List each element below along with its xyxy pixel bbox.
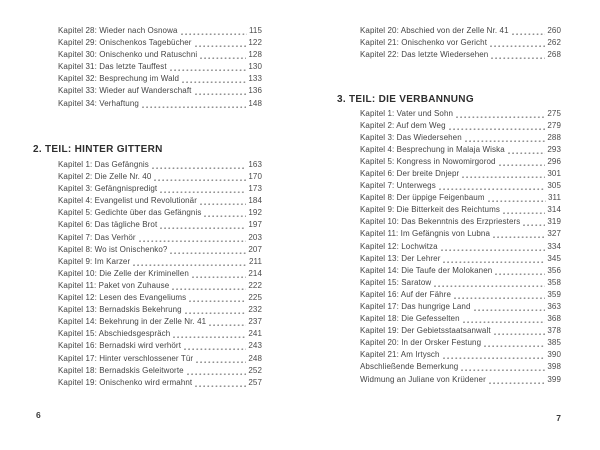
toc-entry [360, 192, 561, 204]
toc-entry [58, 159, 262, 171]
toc-entry [58, 316, 262, 328]
toc-entry-title: Kapitel 20: Abschied von der Zelle Nr. 41 [360, 26, 509, 35]
dot-leader [454, 289, 545, 301]
toc-entry-title: Kapitel 21: Onischenko vor Gericht [360, 38, 488, 48]
toc-entry [58, 171, 262, 183]
dot-leader [204, 207, 246, 219]
dot-leader [160, 219, 246, 231]
toc-entry [360, 265, 561, 277]
dot-leader [142, 98, 246, 110]
toc-entry-title: Kapitel 13: Der Lehrer [360, 253, 441, 263]
toc-entry-title: Kapitel 32: Besprechung im Wald [58, 74, 180, 84]
dot-leader [195, 85, 247, 97]
toc-entry [58, 25, 262, 37]
toc-entry [360, 156, 561, 168]
toc-entry-title: Kapitel 4: Evangelist und Revolutionär [58, 196, 197, 206]
toc-section-part2 [33, 159, 262, 389]
dot-leader [462, 168, 545, 180]
toc-entry [58, 85, 262, 97]
toc-entry-title: Kapitel 3: Gefängnispredigt [58, 184, 158, 194]
toc-entry [58, 377, 262, 389]
dot-leader [494, 325, 546, 337]
toc-entry [360, 337, 561, 349]
toc-entry-title: Kapitel 11: Im Gefängnis von Lubna [360, 229, 491, 239]
toc-entry [360, 374, 561, 386]
toc-entry [360, 132, 561, 144]
toc-entry-page: 356 [547, 265, 561, 275]
toc-entry-title: Kapitel 33: Wieder auf Wanderschaft [58, 86, 192, 96]
toc-entry-page: 359 [547, 289, 561, 299]
toc-entry [360, 108, 561, 120]
toc-entry-title: Kapitel 12: Lochwitza [360, 241, 438, 251]
dot-leader [196, 353, 246, 365]
toc-entry-title: Kapitel 16: Bernadski wird verhört [58, 341, 182, 351]
toc-entry [58, 256, 262, 268]
toc-entry-title: Kapitel 12: Lesen des Evangeliums [58, 293, 187, 303]
dot-leader [490, 37, 545, 49]
dot-leader [160, 183, 246, 195]
toc-entry-page: 358 [547, 277, 561, 287]
toc-entry-page: 184 [248, 196, 262, 206]
toc-entry-page: 319 [547, 217, 561, 227]
toc-entry-title: Kapitel 18: Bernadskis Geleitworte [58, 365, 184, 375]
toc-entry-title: Kapitel 21: Am Irtysch [360, 350, 440, 360]
toc-entry-page: 296 [547, 156, 561, 166]
toc-section-part3 [337, 108, 561, 386]
toc-entry-page: 327 [547, 229, 561, 239]
toc-entry-title: Kapitel 34: Verhaftung [58, 98, 139, 108]
toc-entry-title: Kapitel 2: Auf dem Weg [360, 120, 446, 130]
toc-entry-page: 305 [547, 181, 561, 191]
toc-entry-page: 268 [547, 50, 561, 60]
toc-entry-title: Abschließende Bemerkung [360, 362, 459, 372]
dot-leader [484, 337, 545, 349]
toc-entry-page: 241 [248, 329, 262, 339]
toc-entry-page: 390 [547, 350, 561, 360]
toc-entry-page: 398 [547, 362, 561, 372]
toc-entry-page: 207 [248, 244, 262, 254]
toc-entry-title: Widmung an Juliane von Krüdener [360, 374, 486, 384]
dot-leader [489, 374, 546, 386]
toc-entry-page: 252 [248, 365, 262, 375]
toc-entry-page: 225 [248, 293, 262, 303]
toc-section-part1-continued [33, 25, 262, 110]
toc-entry-page: 399 [547, 374, 561, 384]
toc-entry-page: 334 [547, 241, 561, 251]
toc-entry-page: 232 [248, 305, 262, 315]
toc-entry-title: Kapitel 11: Paket von Zuhause [58, 280, 170, 290]
toc-entry-page: 214 [248, 268, 262, 278]
dot-leader [434, 277, 545, 289]
toc-entry-title: Kapitel 29: Onischenkos Tagebücher [58, 38, 192, 48]
part-2-heading: 2. TEIL: HINTER GITTERN [33, 144, 163, 155]
toc-entry-title: Kapitel 20: In der Orsker Festung [360, 338, 482, 348]
toc-entry [360, 313, 561, 325]
toc-entry [360, 289, 561, 301]
toc-entry [58, 37, 262, 49]
toc-entry [360, 37, 561, 49]
toc-entry-title: Kapitel 16: Auf der Fähre [360, 289, 451, 299]
dot-leader [443, 253, 545, 265]
dot-leader [185, 304, 247, 316]
toc-entry [360, 180, 561, 192]
toc-entry-title: Kapitel 15: Abschiedsgespräch [58, 329, 171, 339]
toc-entry-title: Kapitel 6: Der breite Dnjepr [360, 168, 460, 178]
toc-entry [58, 280, 262, 292]
toc-entry [360, 253, 561, 265]
toc-entry-title: Kapitel 18: Die Gefesselten [360, 314, 460, 324]
dot-leader [187, 365, 247, 377]
dot-leader [491, 49, 545, 61]
toc-entry-title: Kapitel 15: Saratow [360, 277, 432, 287]
toc-entry-page: 243 [248, 341, 262, 351]
dot-leader [154, 171, 246, 183]
dot-leader [488, 192, 546, 204]
toc-entry-page: 363 [547, 302, 561, 311]
toc-entry-title: Kapitel 2: Die Zelle Nr. 40 [58, 172, 152, 182]
toc-entry [58, 268, 262, 280]
toc-entry-page: 237 [248, 317, 262, 327]
toc-entry [360, 301, 561, 313]
toc-entry-page: 203 [248, 232, 262, 242]
toc-entry-title: Kapitel 10: Das Bekenntnis des Erzpriesters [360, 217, 521, 227]
toc-entry-page: 385 [547, 338, 561, 348]
toc-entry [360, 277, 561, 289]
toc-entry-title: Kapitel 28: Wieder nach Osnowa [58, 26, 178, 35]
dot-leader [133, 256, 247, 268]
toc-entry-title: Kapitel 13: Bernadskis Bekehrung [58, 305, 182, 315]
toc-entry-title: Kapitel 1: Vater und Sohn [360, 108, 454, 118]
toc-entry-title: Kapitel 7: Das Verhör [58, 232, 136, 242]
toc-entry-title: Kapitel 5: Kongress in Nowomirgorod [360, 156, 496, 166]
part-3-heading: 3. TEIL: DIE VERBANNUNG [337, 94, 474, 105]
toc-entry [360, 168, 561, 180]
dot-leader [465, 132, 546, 144]
toc-entry [58, 292, 262, 304]
toc-entry-title: Kapitel 4: Besprechung in Malaja Wiska [360, 144, 505, 154]
toc-entry-title: Kapitel 3: Das Wiedersehen [360, 132, 462, 142]
toc-entry-page: 222 [248, 280, 262, 290]
toc-entry [58, 232, 262, 244]
dot-leader [499, 156, 546, 168]
dot-leader [443, 349, 546, 361]
toc-entry-page: 148 [248, 98, 262, 108]
dot-leader [449, 120, 546, 132]
toc-entry-page: 248 [248, 353, 262, 363]
dot-leader [474, 301, 546, 313]
toc-entry-title: Kapitel 14: Die Taufe der Molokanen [360, 265, 493, 275]
toc-entry [58, 244, 262, 256]
toc-entry [360, 325, 561, 337]
toc-entry [360, 144, 561, 156]
toc-entry-page: 133 [248, 74, 262, 84]
dot-leader [495, 265, 545, 277]
toc-entry [58, 49, 262, 61]
dot-leader [200, 49, 246, 61]
toc-entry-title: Kapitel 19: Onischenko wird ermahnt [58, 377, 193, 387]
toc-entry-page: 257 [248, 377, 262, 387]
toc-entry-page: 260 [547, 26, 561, 35]
toc-entry-title: Kapitel 30: Onischenko und Ratuschni [58, 50, 198, 60]
dot-leader [439, 180, 546, 192]
toc-entry [360, 216, 561, 228]
dot-leader [463, 313, 546, 325]
toc-entry [58, 98, 262, 110]
toc-entry-page: 288 [547, 132, 561, 142]
toc-entry-page: 170 [248, 172, 262, 182]
dot-leader [209, 316, 246, 328]
toc-entry-title: Kapitel 17: Das hungrige Land [360, 302, 471, 311]
toc-entry [58, 61, 262, 73]
toc-entry-page: 163 [248, 160, 262, 169]
toc-entry-title: Kapitel 10: Die Zelle der Kriminellen [58, 268, 189, 278]
toc-entry [58, 328, 262, 340]
dot-leader [152, 159, 246, 171]
dot-leader [189, 292, 246, 304]
toc-entry-page: 262 [547, 38, 561, 48]
toc-entry-page: 192 [248, 208, 262, 218]
toc-entry-title: Kapitel 17: Hinter verschlossener Tür [58, 353, 194, 363]
dot-leader [172, 280, 246, 292]
dot-leader [461, 361, 545, 373]
toc-entry-title: Kapitel 6: Das tägliche Brot [58, 220, 158, 230]
toc-entry [360, 361, 561, 373]
toc-entry-page: 211 [248, 256, 262, 266]
dot-leader [508, 144, 546, 156]
toc-entry-page: 275 [547, 108, 561, 118]
toc-entry-page: 311 [547, 193, 561, 203]
toc-entry [58, 219, 262, 231]
toc-entry [58, 73, 262, 85]
toc-entry [360, 228, 561, 240]
toc-entry-title: Kapitel 8: Der üppige Feigenbaum [360, 193, 485, 203]
toc-entry-page: 136 [248, 86, 262, 96]
toc-entry-page: 130 [248, 62, 262, 72]
toc-entry-title: Kapitel 9: Im Karzer [58, 256, 131, 266]
page-number-folio-right: 7 [556, 413, 561, 423]
dot-leader [195, 377, 246, 389]
dot-leader [195, 37, 247, 49]
toc-entry-page: 293 [547, 144, 561, 154]
toc-section-part2-continued [337, 25, 561, 61]
dot-leader [192, 268, 246, 280]
dot-leader [493, 228, 545, 240]
toc-entry-title: Kapitel 7: Unterwegs [360, 181, 436, 191]
toc-entry-title: Kapitel 5: Gedichte über das Gefängnis [58, 208, 202, 218]
dot-leader [441, 241, 546, 253]
dot-leader [200, 195, 246, 207]
toc-entry-title: Kapitel 14: Bekehrung in der Zelle Nr. 41 [58, 317, 207, 327]
toc-entry [58, 353, 262, 365]
dot-leader [173, 328, 246, 340]
toc-entry-page: 197 [248, 220, 262, 230]
toc-entry-page: 115 [248, 26, 262, 35]
toc-entry [360, 204, 561, 216]
dot-leader [139, 232, 247, 244]
toc-entry-title: Kapitel 22: Das letzte Wiedersehen [360, 50, 489, 60]
toc-entry-page: 122 [248, 38, 262, 48]
toc-entry [58, 183, 262, 195]
toc-entry-title: Kapitel 1: Das Gefängnis [58, 160, 149, 169]
dot-leader [170, 244, 246, 256]
toc-entry [360, 49, 561, 61]
toc-entry-page: 173 [248, 184, 262, 194]
toc-entry-title: Kapitel 8: Wo ist Onischenko? [58, 244, 168, 254]
toc-entry-page: 279 [547, 120, 561, 130]
toc-entry [360, 25, 561, 37]
toc-entry-title: Kapitel 31: Das letzte Tauffest [58, 62, 167, 72]
toc-entry-page: 368 [547, 314, 561, 324]
toc-entry-page: 314 [547, 205, 561, 215]
toc-entry [58, 365, 262, 377]
dot-leader [170, 61, 247, 73]
toc-entry-title: Kapitel 19: Der Gebietsstaatsanwalt [360, 326, 491, 336]
dot-leader [182, 73, 246, 85]
page-number-folio-left: 6 [36, 410, 41, 420]
toc-entry [58, 195, 262, 207]
toc-entry [58, 340, 262, 352]
toc-entry-page: 301 [547, 168, 561, 178]
toc-entry-page: 378 [547, 326, 561, 336]
dot-leader [523, 216, 545, 228]
toc-entry-page: 128 [248, 50, 262, 60]
toc-page-right [337, 0, 561, 450]
dot-leader [181, 25, 247, 37]
toc-entry [58, 304, 262, 316]
dot-leader [512, 25, 546, 37]
toc-entry-title: Kapitel 9: Die Bitterkeit des Reichtums [360, 205, 500, 215]
toc-entry [58, 207, 262, 219]
toc-entry-page: 345 [547, 253, 561, 263]
toc-entry [360, 120, 561, 132]
toc-page-left [33, 0, 262, 450]
toc-entry [360, 241, 561, 253]
dot-leader [456, 108, 545, 120]
dot-leader [503, 204, 545, 216]
toc-entry [360, 349, 561, 361]
dot-leader [184, 340, 246, 352]
